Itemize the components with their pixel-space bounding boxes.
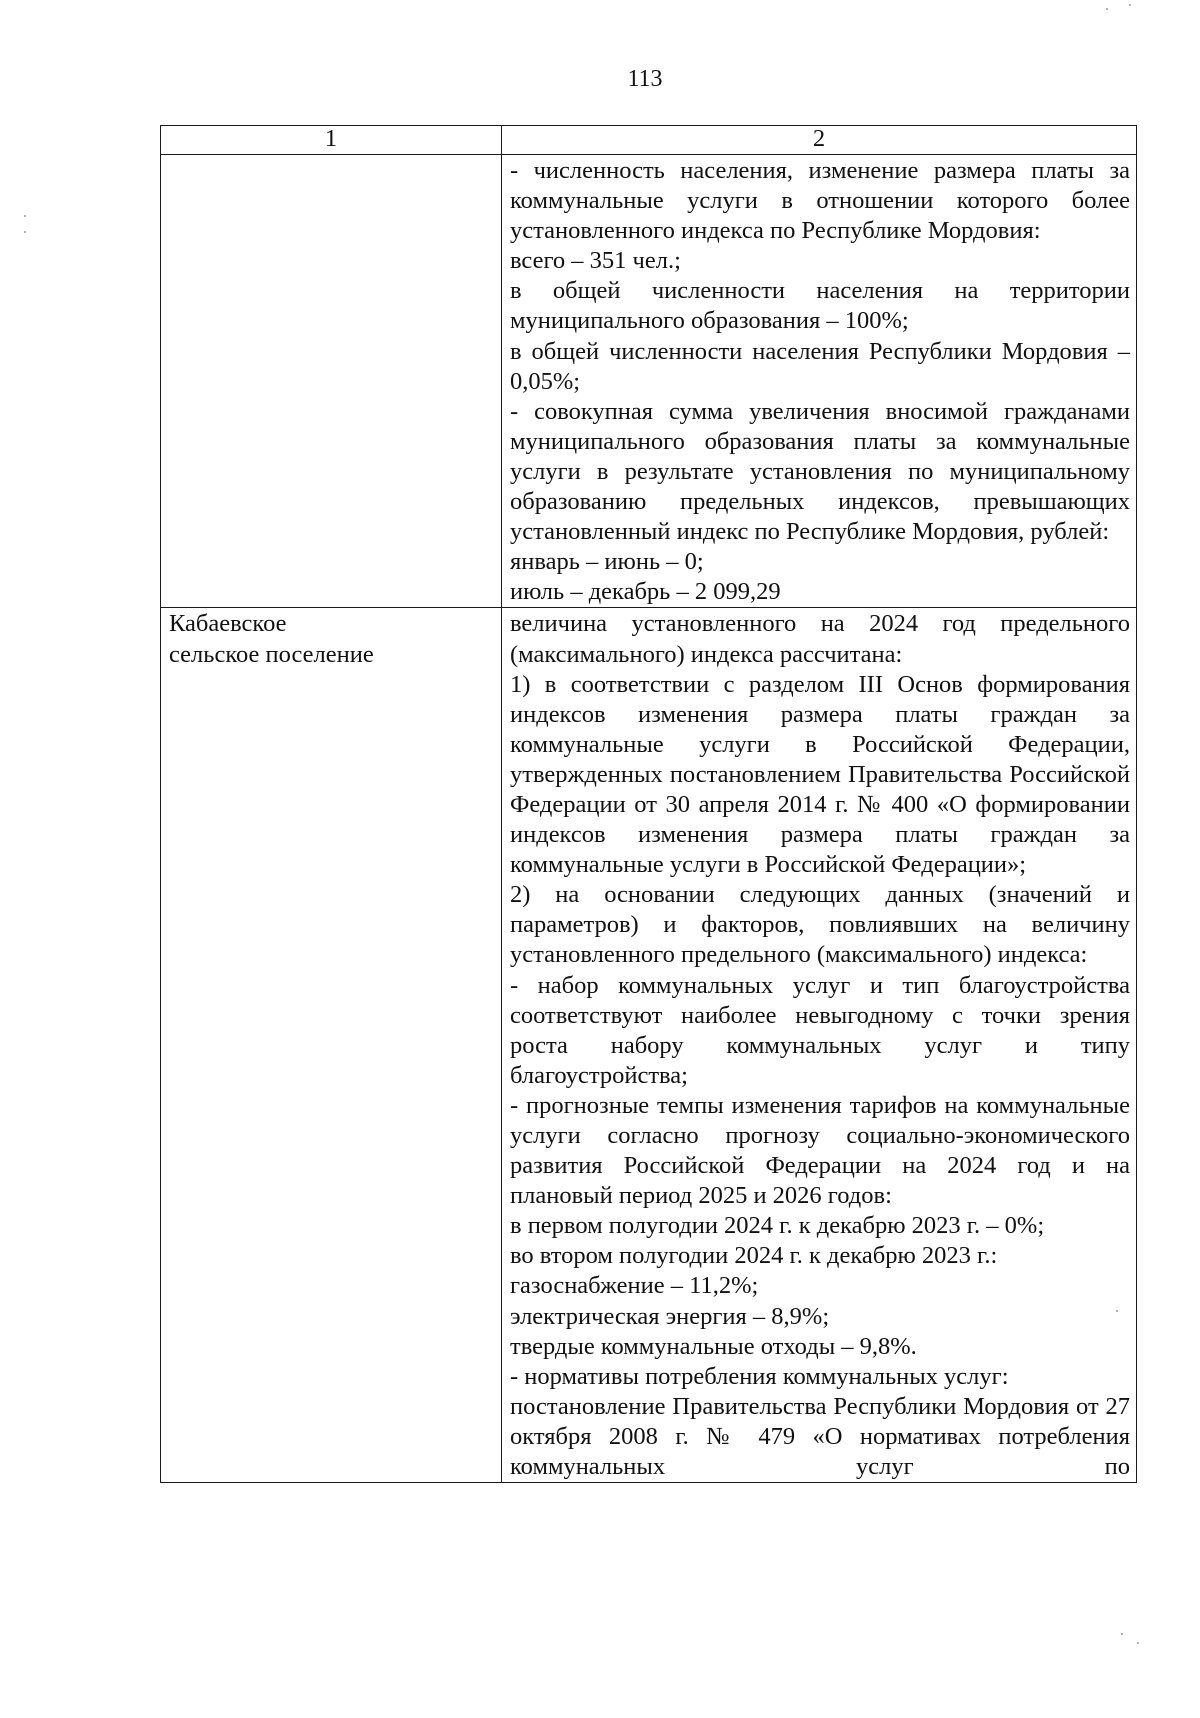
municipality-name-cell <box>161 608 502 1483</box>
paragraph: во втором полугодии 2024 г. к декабрю 2023 г.: <box>510 1242 998 1270</box>
paragraph: январь – июнь – 0; <box>510 548 704 576</box>
paragraph: 1) в соответствии с разделом III Основ формирования индексов изменения размера платы граждан за коммунальные услуги в Российской Федерации, утвержденных постановлением Правительства Российской Федерации от 30 апреля 2014 г. № 400 «О формировании индексов изменения размера платы граждан за коммунальные услуги в Российской Федерации»; <box>510 670 1130 879</box>
paragraph: постановление Правительства Республики Мордовия от 27 октября 2008 г. № 479 «О нормативах потребления коммунальных услуг по <box>510 1392 1130 1481</box>
paragraph: - численность населения, изменение размера платы за коммунальные услуги в отношении которого более установленного индекса по Республике Мордовия: <box>510 157 1130 245</box>
paragraph: газоснабжение – 11,2%; <box>510 1272 759 1300</box>
description-cell <box>502 155 1137 608</box>
table-row <box>161 155 1137 608</box>
paragraph: в первом полугодии 2024 г. к декабрю 2023 г. – 0%; <box>510 1212 1045 1240</box>
municipality-name: Кабаевское сельское поселение <box>169 610 374 668</box>
paragraph: 2) на основании следующих данных (значений и параметров) и факторов, повлиявших на величину установленного предельного (максимального) индекса: <box>510 881 1130 969</box>
scan-speck <box>1129 4 1131 6</box>
table-header-row <box>161 126 1137 155</box>
scan-speck <box>1137 1642 1139 1644</box>
paragraph: - нормативы потребления коммунальных услуг: <box>510 1362 1009 1390</box>
scan-speck <box>24 231 26 233</box>
paragraph: в общей численности населения Республики Мордовия – 0,05%; <box>510 337 1130 395</box>
municipality-name-cell <box>161 155 502 608</box>
paragraph: - набор коммунальных услуг и тип благоустройства соответствуют наиболее невыгодному с точки зрения роста набору коммунальных услуг и типу благоустройства; <box>510 971 1130 1089</box>
paragraph: - совокупная сумма увеличения вносимой гражданами муниципального образования платы за коммунальные услуги в результате установления по муниципальному образованию предельных индексов, превышающих установленный индекс по Республике Мордовия, рублей: <box>510 397 1130 546</box>
paragraph: величина установленного на 2024 год предельного (максимального) индекса рассчитана: <box>510 610 1130 668</box>
scan-speck <box>1106 8 1108 10</box>
paragraph: июль – декабрь – 2 099,29 <box>510 578 781 606</box>
paragraph: в общей численности населения на территории муниципального образования – 100%; <box>510 277 1130 335</box>
column-header-2: 2 <box>502 126 1137 155</box>
paragraph: всего – 351 чел.; <box>510 247 681 275</box>
paragraph: - прогнозные темпы изменения тарифов на коммунальные услуги согласно прогнозу социально-экономического развития Российской Федерации на 2024 год и на плановый период 2025 и 2026 годов: <box>510 1091 1130 1210</box>
paragraph: твердые коммунальные отходы – 9,8%. <box>510 1332 917 1360</box>
scan-speck <box>1121 1633 1123 1635</box>
table-row <box>161 608 1137 1483</box>
column-header-1: 1 <box>161 126 502 155</box>
scan-speck <box>24 215 26 217</box>
scan-speck <box>1116 1310 1118 1312</box>
page-number: 113 <box>627 66 663 92</box>
document-table <box>160 125 1137 1483</box>
description-cell <box>502 608 1137 1483</box>
paragraph: электрическая энергия – 8,9%; <box>510 1302 830 1330</box>
